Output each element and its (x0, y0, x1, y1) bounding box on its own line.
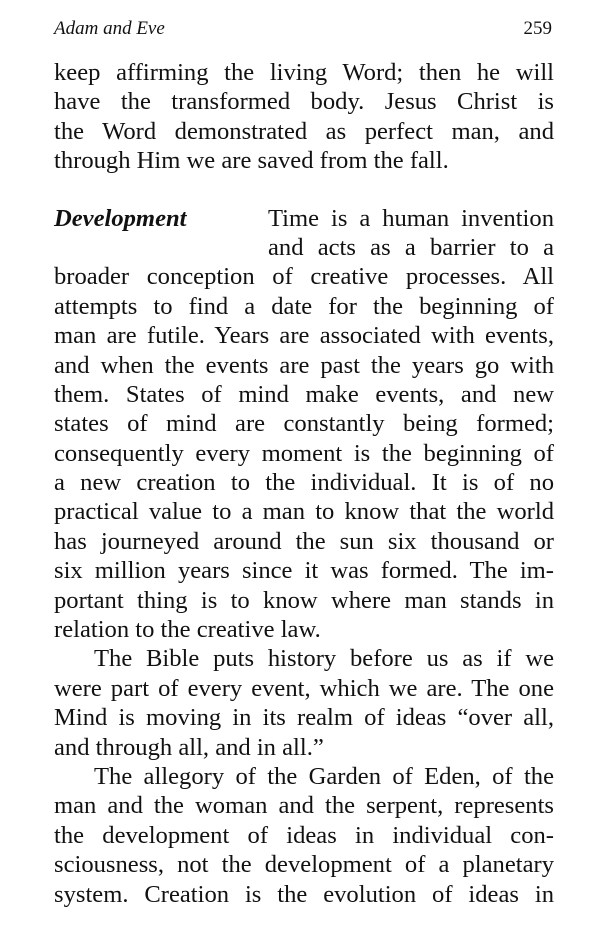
page-number: 259 (523, 18, 552, 39)
paragraph-garden-allegory (54, 762, 554, 909)
text-line: through Him we are saved from the fall. (54, 147, 449, 175)
text-line: were part of every event, which we are. The one (54, 674, 554, 702)
hang-row (54, 233, 554, 262)
text-line: Time is a human invention (268, 204, 554, 232)
text-line: six million years since it was formed. The im- (54, 557, 554, 585)
text-line: and acts as a barrier to a (268, 233, 554, 261)
hanging-text (268, 233, 554, 262)
text-line: man and the woman and the serpent, represents (54, 792, 554, 820)
text-line: practical value to a man to know that the world (54, 498, 554, 526)
paragraph-bible-history (54, 644, 554, 762)
text-line: have the transformed body. Jesus Christ is (54, 88, 554, 116)
section-development (54, 204, 554, 645)
text-line: man are futile. Years are associated with events, (54, 322, 554, 350)
text-line: Mind is moving in its realm of ideas “over all, (54, 704, 554, 732)
text-line: has journeyed around the sun six thousand or (54, 527, 554, 555)
book-page (54, 18, 554, 909)
section-heading: Development (54, 204, 187, 232)
hanging-text (268, 204, 554, 233)
text-line: The allegory of the Garden of Eden, of the (94, 763, 554, 790)
section-head-row (54, 204, 554, 233)
running-head (54, 18, 554, 48)
text-line: keep affirming the living Word; then he will (54, 59, 554, 86)
paragraph-continued (54, 58, 554, 176)
text-line: the Word demonstrated as perfect man, and (54, 117, 554, 145)
text-line: a new creation to the individual. It is of no (54, 469, 554, 497)
text-line: sciousness, not the development of a planetary (54, 851, 554, 879)
text-line: The Bible puts history before us as if we (94, 645, 554, 673)
text-line: attempts to find a date for the beginning of (54, 292, 554, 320)
text-line: them. States of mind make events, and new (54, 380, 554, 408)
text-line: relation to the creative law. (54, 616, 321, 644)
text-line: the development of ideas in individual con- (54, 821, 554, 849)
text-line: and when the events are past the years go with (54, 351, 554, 379)
text-line: portant thing is to know where man stands in (54, 586, 554, 614)
text-line: system. Creation is the evolution of ideas in (54, 880, 554, 908)
running-title: Adam and Eve (54, 18, 165, 39)
text-line: broader conception of creative processes. All (54, 263, 554, 291)
text-line: and through all, and in all.” (54, 733, 324, 761)
text-line: consequently every moment is the beginning of (54, 439, 554, 467)
text-line: states of mind are constantly being formed; (54, 410, 554, 438)
